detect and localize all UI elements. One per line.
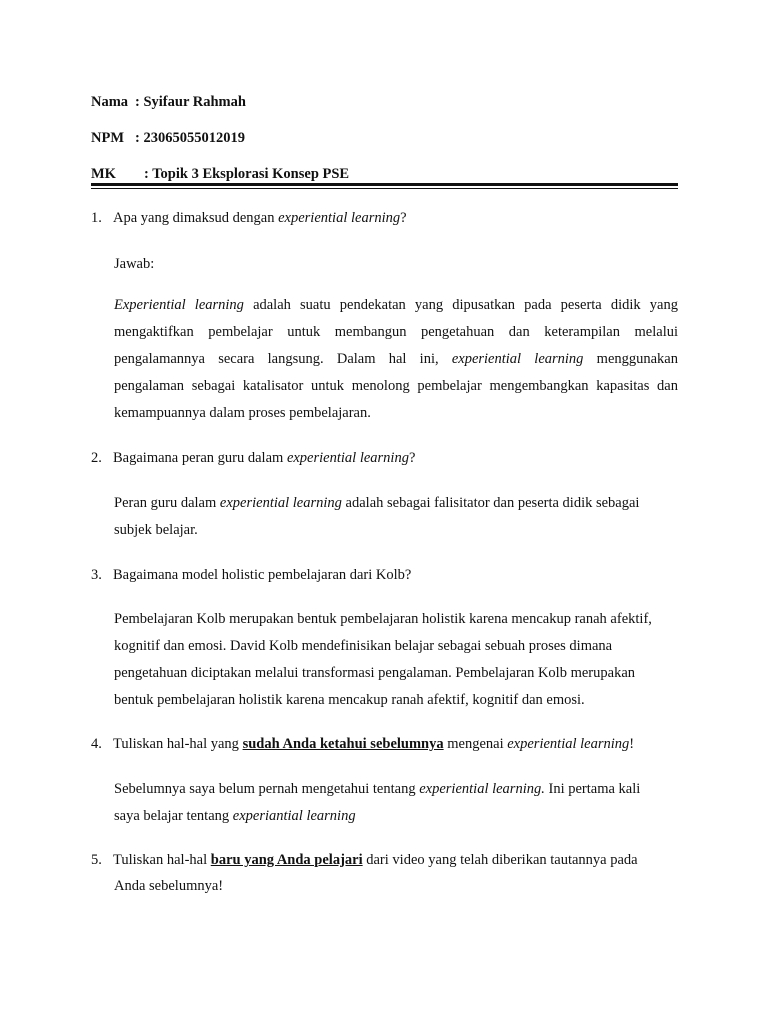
answer-line <box>114 776 678 803</box>
answer-line <box>114 373 678 400</box>
answer-line: subjek belajar. <box>114 522 198 538</box>
question-number: 1. <box>91 210 102 226</box>
question-4 <box>91 736 634 753</box>
answer-line: kognitif dan emosi. David Kolb mendefinisikan belajar sebagai sebuah proses dimana <box>114 638 613 654</box>
term: experiential learning. <box>419 781 545 797</box>
question-term: experiential learning <box>507 736 630 752</box>
answer-line: bentuk pembelajaran holistik karena mencakup ranah afektif, kognitif dan emosi. <box>114 692 585 708</box>
mk-label: MK <box>91 166 116 182</box>
question-text: mengenai <box>443 736 508 752</box>
text: Sebelumnya saya belum pernah mengetahui tentang <box>114 781 420 797</box>
text: adalah suatu pendekatan yang dipusatkan pada peserta didik yang <box>243 297 678 313</box>
term: Experiential learning <box>114 297 244 313</box>
text: menggunakan <box>583 351 678 367</box>
answer-1 <box>114 292 678 427</box>
text: saya belajar tentang <box>114 808 233 824</box>
question-3 <box>91 567 411 584</box>
question-5 <box>91 852 638 869</box>
answer-line <box>114 346 678 373</box>
question-emphasis: baru yang Anda pelajari <box>210 852 363 868</box>
npm-value: : 23065055012019 <box>135 130 245 146</box>
header-nama <box>91 94 246 111</box>
text: mengaktifkan pembelajar untuk membangun pengetahuan dan keterampilan melalui <box>114 324 678 340</box>
question-emphasis: sudah Anda ketahui sebelumnya <box>242 736 444 752</box>
text: adalah sebagai falisitator dan peserta didik sebagai <box>341 495 640 511</box>
text: kemampuannya dalam proses pembelajaran. <box>114 405 371 421</box>
text: Peran guru dalam <box>114 495 220 511</box>
header-mk <box>91 166 349 183</box>
term: experiential learning <box>219 495 342 511</box>
answer-1-label <box>114 251 678 278</box>
question-punct: ! <box>629 736 635 752</box>
answer-line: Pembelajaran Kolb merupakan bentuk pembelajaran holistik karena mencakup ranah afektif, <box>114 611 652 627</box>
answer-3 <box>114 606 678 714</box>
question-text: Bagaimana model holistic pembelajaran dari Kolb? <box>113 567 412 583</box>
question-text: Bagaimana peran guru dalam <box>113 450 287 466</box>
question-punct: ? <box>400 210 407 226</box>
question-punct: ? <box>408 450 416 466</box>
question-text: Tuliskan hal-hal <box>113 852 211 868</box>
question-number: 3. <box>91 567 102 583</box>
question-term: experiential learning <box>278 210 401 226</box>
header-npm <box>91 130 245 147</box>
answer-line: pengetahuan diciptakan melalui transformasi pengalaman. Pembelajaran Kolb merupakan <box>114 665 636 681</box>
question-text: dari video yang telah diberikan tautannya pada <box>362 852 638 868</box>
question-5-continued <box>114 873 678 900</box>
answer-line <box>114 490 678 517</box>
question-text: Anda sebelumnya! <box>114 878 224 894</box>
jawab-label: Jawab: <box>114 256 155 272</box>
question-number: 5. <box>91 852 102 868</box>
answer-line <box>114 319 678 346</box>
question-text: Apa yang dimaksud dengan <box>113 210 279 226</box>
nama-label: Nama <box>91 94 129 110</box>
question-2 <box>91 450 415 467</box>
term: experiential learning <box>451 351 584 367</box>
term: experiantial learning <box>232 808 356 824</box>
answer-line <box>114 803 678 830</box>
answer-4 <box>114 776 678 830</box>
nama-value: : Syifaur Rahmah <box>135 94 246 110</box>
question-1 <box>91 210 407 227</box>
question-number: 2. <box>91 450 102 466</box>
header-rule-thin <box>91 188 678 189</box>
question-text: Tuliskan hal-hal yang <box>113 736 243 752</box>
mk-value: : Topik 3 Eksplorasi Konsep PSE <box>144 166 350 182</box>
npm-label: NPM <box>91 130 125 146</box>
text: Ini pertama kali <box>544 781 641 797</box>
text: pengalaman sebagai katalisator untuk menolong pembelajar mengembangkan kapasitas dan <box>114 378 678 394</box>
text: pengalamannya secara langsung. Dalam hal ini, <box>114 351 452 367</box>
question-term: experiential learning <box>286 450 409 466</box>
header-rule-thick <box>91 183 678 186</box>
question-number: 4. <box>91 736 102 752</box>
answer-2 <box>114 490 678 544</box>
answer-line <box>114 292 678 319</box>
answer-line <box>114 400 678 427</box>
